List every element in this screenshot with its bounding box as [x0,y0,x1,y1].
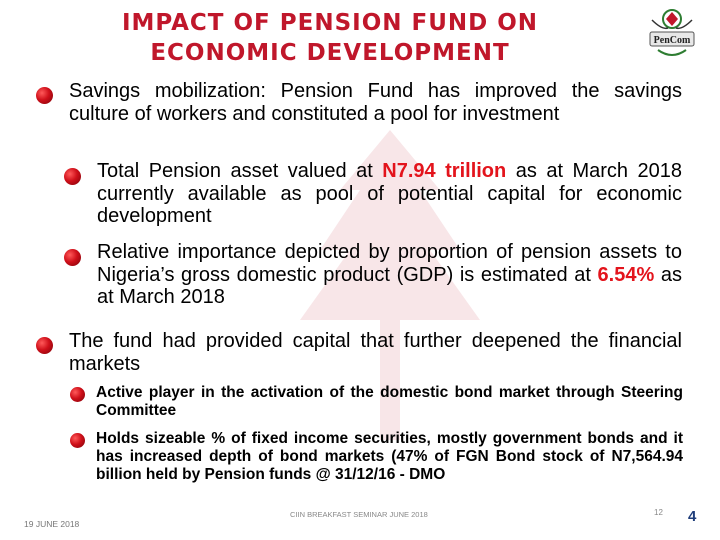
bullet-icon [70,433,85,448]
text-segment: as at March 2018 [97,263,682,308]
bullet-icon [36,337,53,354]
page-number: 4 [688,508,697,525]
slide-title: IMPACT OF PENSION FUND ON ECONOMIC DEVELOPMENT [121,10,539,66]
text-segment: Relative importance depicted by proportion of pension assets to Nigeria’s gross domestic product (GDP) is estimated at [97,241,682,286]
bullet-savings-mobilization: Savings mobilization: Pension Fund has improved the savings culture of workers and constituted a pool for investment [69,80,682,125]
footer-slide-ref: 12 [654,508,663,517]
bullet-financial-markets: The fund had provided capital that further deepened the financial markets [69,330,682,375]
bullet-icon [70,387,85,402]
logo-text: PenCom [653,35,691,46]
text-segment: Total Pension asset valued at [97,160,383,182]
sub-bullet-fixed-income: Holds sizeable % of fixed income securities, mostly government bonds and it has increased depth of bond markets (47% of FGN Bond stock of N7,564.94 billion held by Pension funds @ 31/12/16 - DMO [96,430,683,483]
highlight-gdp-percentage: 6.54% [597,263,655,286]
sub-bullet-active-player: Active player in the activation of the domestic bond market through Steering Committee [96,384,683,419]
sub-bullet-total-pension-asset [97,160,682,228]
sub-bullet-relative-importance [97,241,682,309]
pencom-logo [648,6,696,64]
text-segment: as at March 2018 currently available as pool of potential capital for economic development [97,160,682,227]
bullet-icon [64,249,81,266]
bullet-icon [36,87,53,104]
bullet-icon [64,168,81,185]
footer-date: 19 JUNE 2018 [24,519,80,529]
highlight-pension-asset-value: N7.94 trillion [382,160,507,182]
footer-seminar-label: CIIN BREAKFAST SEMINAR JUNE 2018 [290,510,428,519]
